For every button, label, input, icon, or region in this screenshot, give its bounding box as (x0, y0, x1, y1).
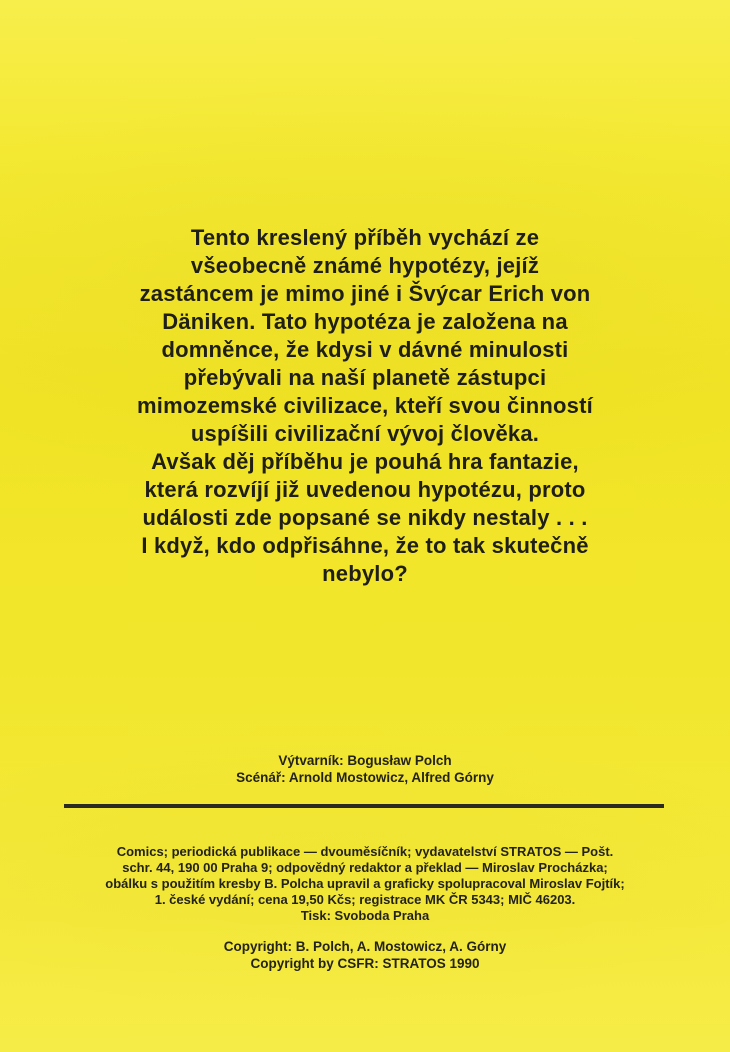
intro-line: uspíšili civilizační vývoj člověka. (190, 421, 540, 446)
intro-paragraph (0, 224, 730, 588)
colophon-line: obálku s použitím kresby B. Polcha upravil a graficky spolupracoval Miroslav Fojtík; (105, 876, 625, 891)
copyright-block (0, 938, 730, 972)
intro-line: Däniken. Tato hypotéza je založena na (162, 309, 568, 334)
credits-artist-line: Výtvarník: Bogusław Polch (278, 753, 452, 768)
divider-rule (64, 804, 664, 808)
colophon-block (0, 844, 730, 924)
intro-line: zastáncem je mimo jiné i Švýcar Erich von (139, 281, 591, 306)
intro-line: mimozemské civilizace, kteří svou činností (137, 393, 593, 418)
intro-line: všeobecně známé hypotézy, jejíž (190, 253, 540, 278)
copyright-publisher-line: Copyright by CSFR: STRATOS 1990 (250, 956, 480, 971)
credits-block (0, 752, 730, 786)
colophon-line: schr. 44, 190 00 Praha 9; odpovědný redaktor a překlad — Miroslav Procházka; (122, 860, 608, 875)
colophon-line: Comics; periodická publikace — dvouměsíčník; vydavatelství STRATOS — Pošt. (116, 844, 614, 859)
colophon-line: 1. české vydání; cena 19,50 Kčs; registrace MK ČR 5343; MIČ 46203. (154, 892, 576, 907)
intro-line: události zde popsané se nikdy nestaly . . . (142, 505, 588, 530)
intro-line: přebývali na naší planetě zástupci (183, 365, 547, 390)
intro-line: nebylo? (322, 561, 408, 586)
intro-line: Avšak děj příběhu je pouhá hra fantazie, (151, 449, 579, 474)
intro-line: která rozvíjí již uvedenou hypotézu, proto (144, 477, 586, 502)
intro-line: I když, kdo odpřisáhne, že to tak skutečně (141, 533, 589, 558)
intro-line: domněnce, že kdysi v dávné minulosti (161, 337, 569, 362)
credits-writer-line: Scénář: Arnold Mostowicz, Alfred Górny (236, 770, 494, 785)
intro-line: Tento kreslený příběh vychází ze (190, 225, 540, 250)
colophon-line: Tisk: Svoboda Praha (300, 908, 430, 923)
copyright-authors-line: Copyright: B. Polch, A. Mostowicz, A. Górny (223, 939, 507, 954)
